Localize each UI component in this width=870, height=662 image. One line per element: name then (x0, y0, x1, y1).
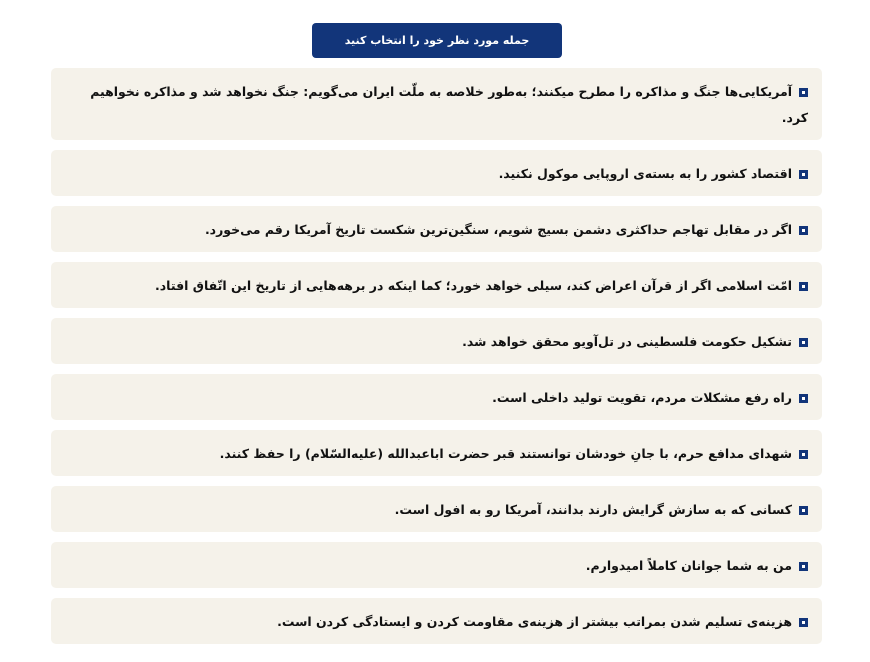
sentence-text: امّت اسلامی اگر از قرآن اعراض کند، سیلی خواهد خورد؛ کما اینکه در برهه‌هایی از تاریخ این اتّفاق افتاد. (155, 278, 792, 293)
square-bullet-icon (799, 338, 808, 347)
sentence-item[interactable] (51, 374, 822, 420)
sentence-item[interactable] (51, 542, 822, 588)
sentence-text: شهدای مدافع حرم، با جانِ خودشان توانستند قبر حضرت اباعبدالله (علیه‌السّلام) را حفظ کنند. (219, 446, 792, 461)
sentence-item[interactable] (51, 598, 822, 644)
square-bullet-icon (799, 618, 808, 627)
sentence-list (51, 68, 822, 654)
sentence-text: کسانی که به سازش گرایش دارند بدانند، آمریکا رو به افول است. (394, 502, 792, 517)
sentence-text: من به شما جوانان کاملاً امیدوارم. (585, 558, 792, 573)
sentence-item[interactable] (51, 206, 822, 252)
square-bullet-icon (799, 450, 808, 459)
square-bullet-icon (799, 226, 808, 235)
sentence-text: تشکیل حکومت فلسطینی در تل‌آویو محقق خواهد شد. (462, 334, 792, 349)
sentence-item[interactable] (51, 68, 822, 140)
square-bullet-icon (799, 562, 808, 571)
sentence-item[interactable] (51, 430, 822, 476)
square-bullet-icon (799, 394, 808, 403)
square-bullet-icon (799, 88, 808, 97)
sentence-text: اگر در مقابل تهاجم حداکثری دشمن بسیج شویم، سنگین‌ترین شکست تاریخ آمریکا رقم می‌خورد. (204, 222, 792, 237)
square-bullet-icon (799, 282, 808, 291)
sentence-item[interactable] (51, 318, 822, 364)
square-bullet-icon (799, 170, 808, 179)
sentence-item[interactable] (51, 486, 822, 532)
sentence-text: هزینه‌ی تسلیم شدن بمراتب بیشتر از هزینه‌ی مقاومت کردن و ایستادگی کردن است. (277, 614, 792, 629)
sentence-text: آمریکایی‌ها جنگ و مذاکره را مطرح میکنند؛ به‌طور خلاصه به ملّت ایران می‌گویم: جنگ نخواهد شد و مذاکره نخواهیم کرد. (90, 84, 808, 125)
sentence-text: راه رفع مشکلات مردم، تقویت تولید داخلی است. (492, 390, 792, 405)
sentence-text: اقتصاد کشور را به بسته‌ی اروپایی موکول نکنید. (498, 166, 792, 181)
sentence-item[interactable] (51, 150, 822, 196)
sentence-item[interactable] (51, 262, 822, 308)
square-bullet-icon (799, 506, 808, 515)
select-sentence-button[interactable]: جمله مورد نظر خود را انتخاب کنید (312, 23, 562, 58)
